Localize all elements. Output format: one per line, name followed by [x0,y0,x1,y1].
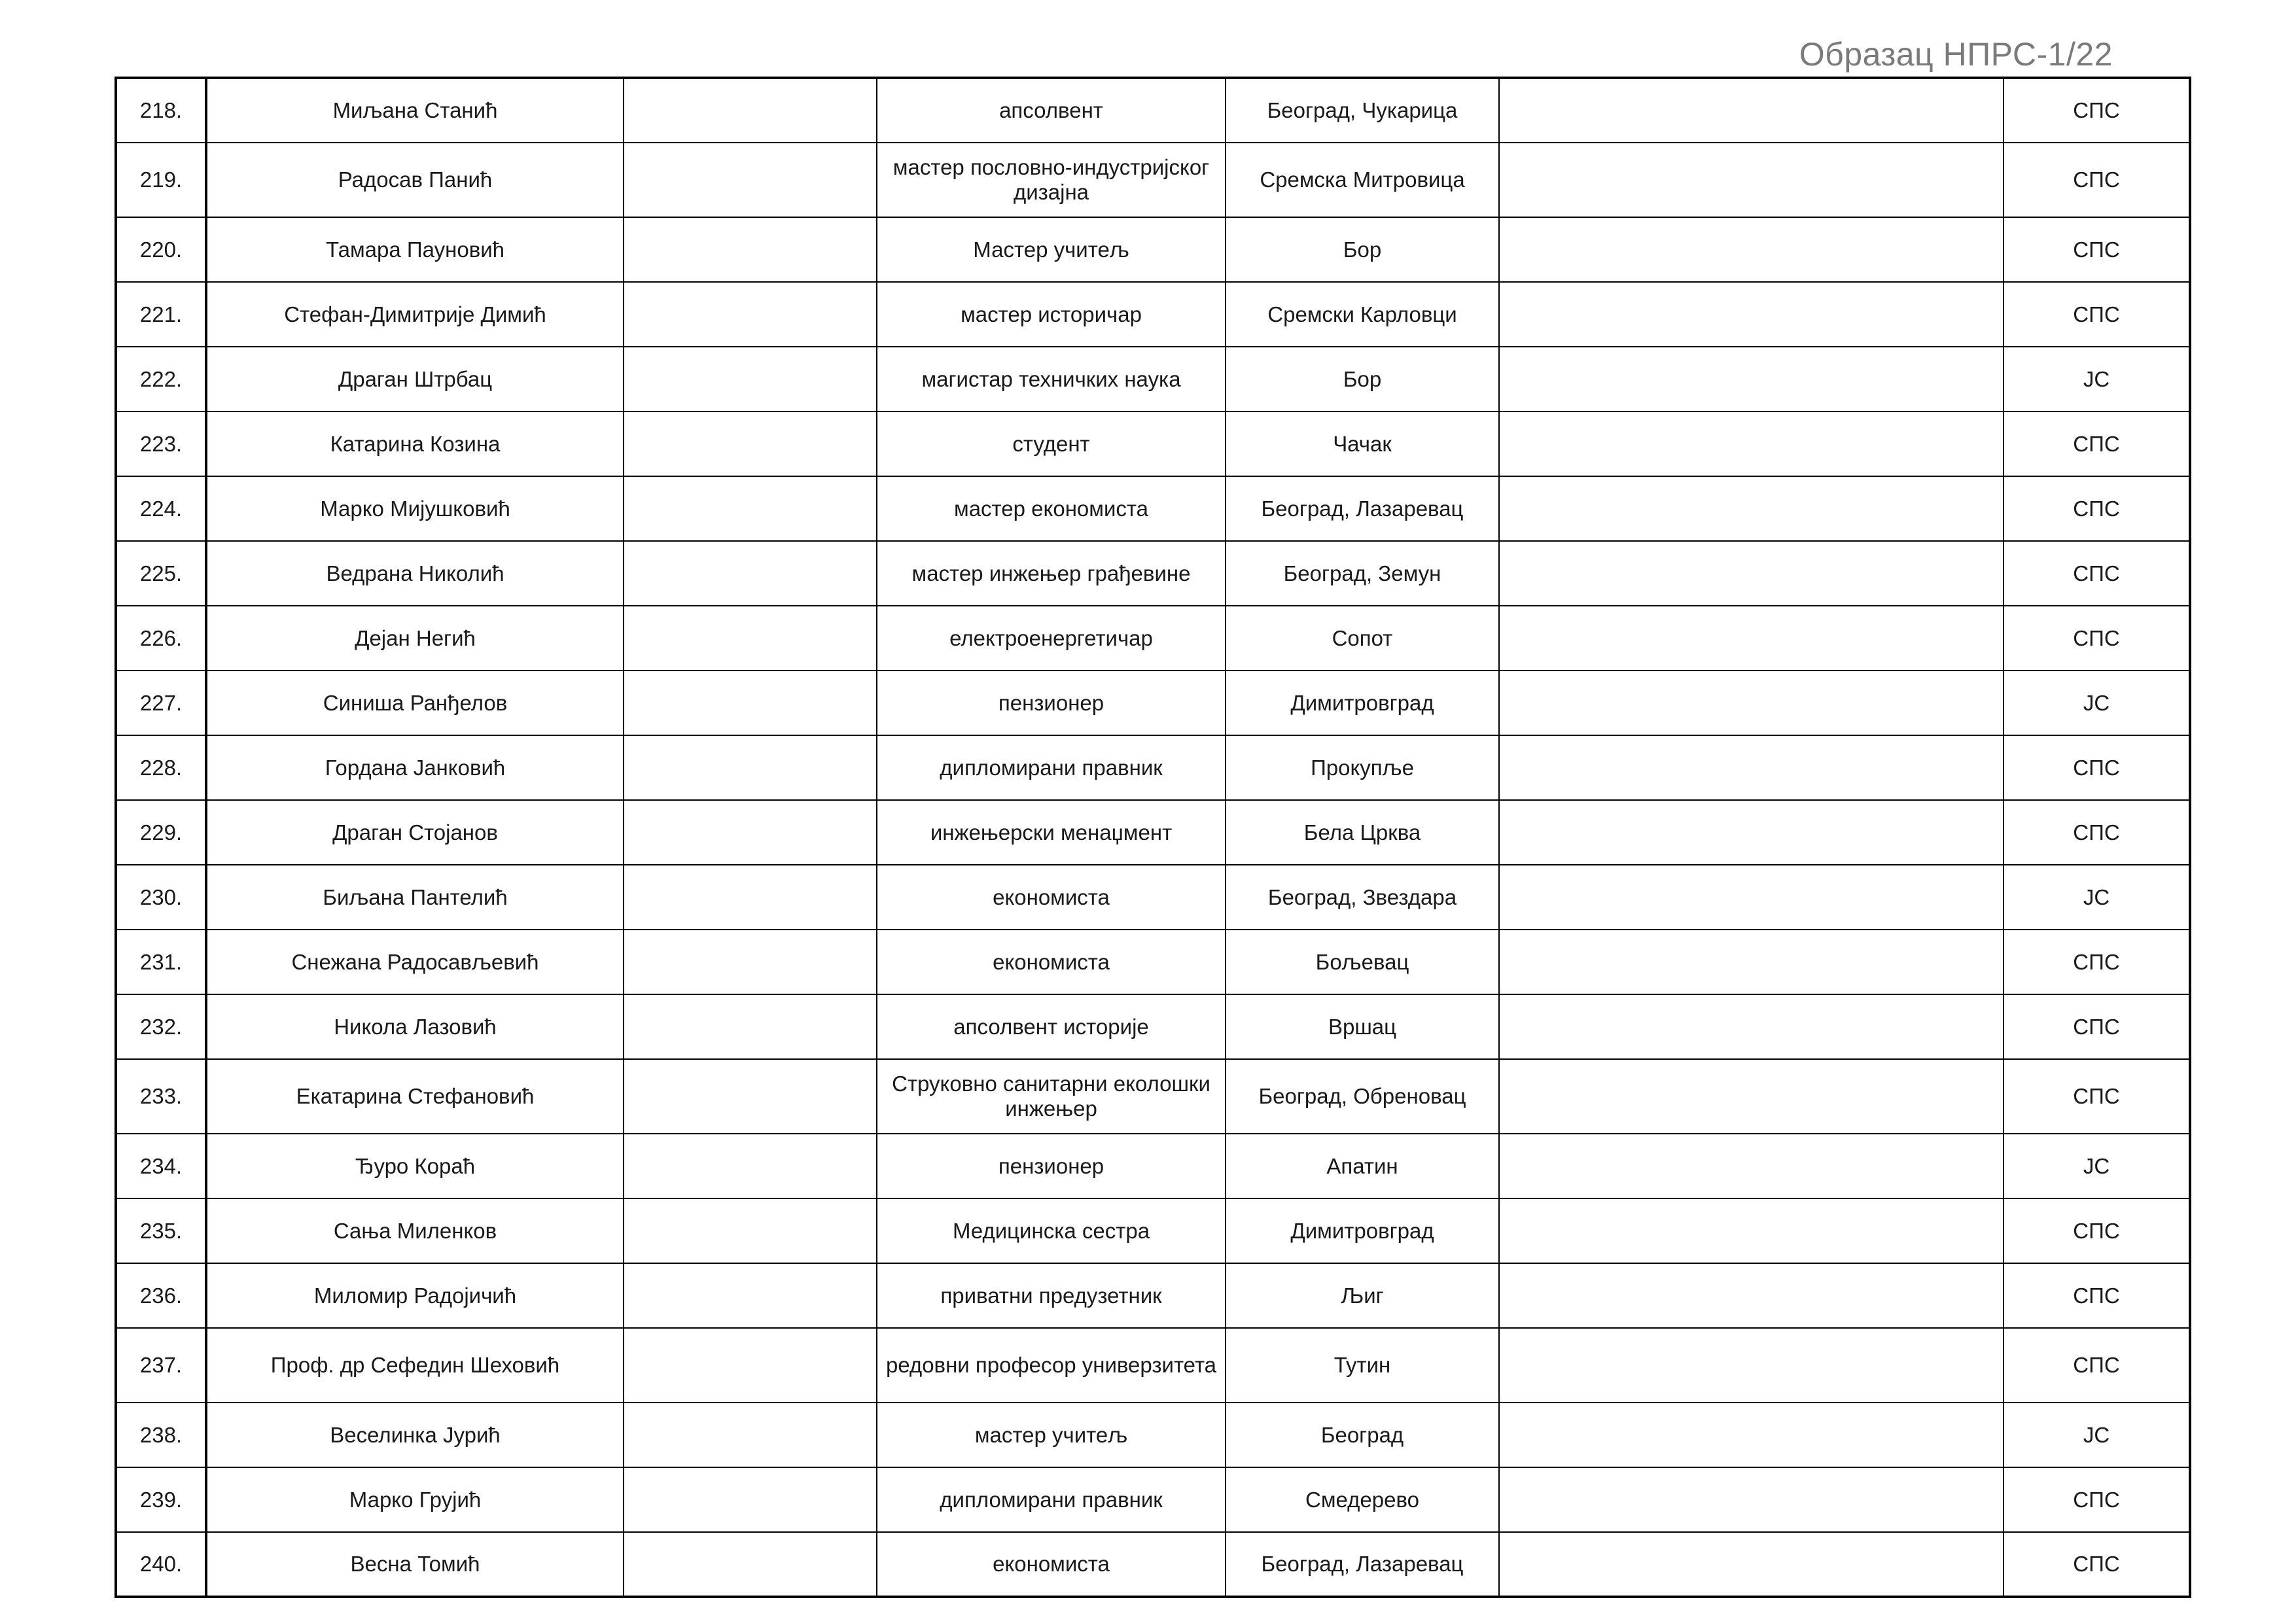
candidate-name: Тамара Пауновић [206,217,624,282]
row-number: 238. [116,1403,206,1467]
candidate-residence: Димитровград [1226,671,1499,735]
empty-cell [624,1134,877,1198]
table-row [116,541,2190,606]
candidate-party: ЈС [2004,671,2190,735]
candidate-residence: Београд, Земун [1226,541,1499,606]
candidate-name: Ђуро Кораћ [206,1134,624,1198]
candidate-table [115,77,2191,1598]
empty-cell [624,347,877,411]
candidate-name: Стефан-Димитрије Димић [206,282,624,347]
candidate-name: Марко Мијушковић [206,476,624,541]
candidate-name: Радосав Панић [206,143,624,217]
table-row [116,1263,2190,1328]
table-row [116,1134,2190,1198]
candidate-occupation: електроенергетичар [877,606,1226,671]
candidate-occupation: дипломирани правник [877,1467,1226,1532]
candidate-residence: Сремска Митровица [1226,143,1499,217]
candidate-party: СПС [2004,994,2190,1059]
candidate-occupation: магистар техничких наука [877,347,1226,411]
candidate-party: СПС [2004,541,2190,606]
empty-cell [624,800,877,865]
empty-cell [1499,1403,2004,1467]
row-number: 230. [116,865,206,930]
empty-cell [624,865,877,930]
empty-cell [1499,865,2004,930]
row-number: 232. [116,994,206,1059]
empty-cell [624,411,877,476]
candidate-residence: Београд, Лазаревац [1226,476,1499,541]
table-row [116,1328,2190,1403]
row-number: 231. [116,930,206,994]
candidate-party: СПС [2004,800,2190,865]
row-number: 228. [116,735,206,800]
candidate-residence: Прокупље [1226,735,1499,800]
empty-cell [624,671,877,735]
candidate-party: СПС [2004,930,2190,994]
candidate-residence: Бор [1226,347,1499,411]
row-number: 229. [116,800,206,865]
candidate-occupation: пензионер [877,671,1226,735]
empty-cell [1499,1328,2004,1403]
table-row [116,78,2190,143]
empty-cell [1499,78,2004,143]
empty-cell [624,1467,877,1532]
empty-cell [624,994,877,1059]
candidate-name: Сања Миленков [206,1198,624,1263]
candidate-name: Катарина Козина [206,411,624,476]
empty-cell [1499,217,2004,282]
empty-cell [624,606,877,671]
table-row [116,735,2190,800]
candidate-name: Дејан Негић [206,606,624,671]
row-number: 240. [116,1532,206,1597]
candidate-residence: Сремски Карловци [1226,282,1499,347]
candidate-name: Никола Лазовић [206,994,624,1059]
candidate-occupation: пензионер [877,1134,1226,1198]
candidate-residence: Бор [1226,217,1499,282]
empty-cell [1499,994,2004,1059]
empty-cell [624,735,877,800]
empty-cell [1499,800,2004,865]
empty-cell [1499,282,2004,347]
candidate-occupation: мастер економиста [877,476,1226,541]
candidate-party: ЈС [2004,347,2190,411]
candidate-name: Синиша Ранђелов [206,671,624,735]
candidate-residence: Вршац [1226,994,1499,1059]
row-number: 236. [116,1263,206,1328]
empty-cell [624,1532,877,1597]
row-number: 219. [116,143,206,217]
candidate-name: Гордана Јанковић [206,735,624,800]
candidate-occupation: мастер историчар [877,282,1226,347]
candidate-party: СПС [2004,476,2190,541]
empty-cell [1499,476,2004,541]
empty-cell [1499,1467,2004,1532]
row-number: 227. [116,671,206,735]
candidate-occupation: мастер учитељ [877,1403,1226,1467]
empty-cell [624,476,877,541]
empty-cell [1499,411,2004,476]
candidate-party: СПС [2004,606,2190,671]
empty-cell [1499,541,2004,606]
table-row [116,1532,2190,1597]
candidate-party: СПС [2004,1467,2190,1532]
candidate-party: СПС [2004,1263,2190,1328]
empty-cell [1499,1134,2004,1198]
table-row [116,217,2190,282]
candidate-residence: Београд, Чукарица [1226,78,1499,143]
candidate-party: СПС [2004,735,2190,800]
table-row [116,1059,2190,1134]
candidate-name: Миљана Станић [206,78,624,143]
candidate-name: Драган Стојанов [206,800,624,865]
empty-cell [624,1198,877,1263]
candidate-residence: Београд, Лазаревац [1226,1532,1499,1597]
table-row [116,476,2190,541]
candidate-occupation: економиста [877,865,1226,930]
candidate-name: Весна Томић [206,1532,624,1597]
empty-cell [1499,1532,2004,1597]
candidate-occupation: студент [877,411,1226,476]
empty-cell [1499,347,2004,411]
empty-cell [1499,930,2004,994]
candidate-name: Драган Штрбац [206,347,624,411]
empty-cell [1499,606,2004,671]
empty-cell [1499,1198,2004,1263]
candidate-party: ЈС [2004,1403,2190,1467]
candidate-occupation: апсолвент [877,78,1226,143]
candidate-occupation: апсолвент историје [877,994,1226,1059]
table-row [116,994,2190,1059]
candidate-occupation: економиста [877,930,1226,994]
candidate-party: СПС [2004,78,2190,143]
candidate-occupation: инжењерски менаџмент [877,800,1226,865]
candidate-party: СПС [2004,1198,2190,1263]
table-row [116,671,2190,735]
row-number: 221. [116,282,206,347]
empty-cell [624,282,877,347]
table-row [116,1467,2190,1532]
candidate-party: СПС [2004,217,2190,282]
candidate-party: ЈС [2004,1134,2190,1198]
candidate-residence: Бољевац [1226,930,1499,994]
candidate-party: СПС [2004,411,2190,476]
candidate-name: Биљана Пантелић [206,865,624,930]
empty-cell [624,930,877,994]
candidate-residence: Београд, Звездара [1226,865,1499,930]
candidate-name: Екатарина Стефановић [206,1059,624,1134]
candidate-residence: Београд [1226,1403,1499,1467]
row-number: 218. [116,78,206,143]
empty-cell [1499,1263,2004,1328]
candidate-residence: Тутин [1226,1328,1499,1403]
candidate-occupation: приватни предузетник [877,1263,1226,1328]
candidate-party: СПС [2004,282,2190,347]
table-row [116,800,2190,865]
empty-cell [624,1059,877,1134]
candidate-party: СПС [2004,1059,2190,1134]
empty-cell [624,1328,877,1403]
candidate-residence: Бела Црква [1226,800,1499,865]
empty-cell [624,1263,877,1328]
candidate-residence: Димитровград [1226,1198,1499,1263]
candidate-party: СПС [2004,1532,2190,1597]
candidate-occupation: дипломирани правник [877,735,1226,800]
candidate-occupation: мастер пословно-индустријског дизајна [877,143,1226,217]
row-number: 235. [116,1198,206,1263]
row-number: 226. [116,606,206,671]
candidate-party: СПС [2004,143,2190,217]
table-row [116,1403,2190,1467]
form-code: Образац НПРС-1/22 [1799,36,2113,73]
empty-cell [1499,1059,2004,1134]
empty-cell [1499,671,2004,735]
empty-cell [624,217,877,282]
table-row [116,347,2190,411]
candidate-name: Ведрана Николић [206,541,624,606]
candidate-residence: Апатин [1226,1134,1499,1198]
row-number: 233. [116,1059,206,1134]
table-row [116,930,2190,994]
table-row [116,865,2190,930]
candidate-residence: Београд, Обреновац [1226,1059,1499,1134]
row-number: 237. [116,1328,206,1403]
empty-cell [624,78,877,143]
row-number: 224. [116,476,206,541]
empty-cell [624,541,877,606]
candidate-residence: Сопот [1226,606,1499,671]
candidate-rows [116,78,2190,1597]
candidate-party: СПС [2004,1328,2190,1403]
candidate-name: Снежана Радосављевић [206,930,624,994]
row-number: 225. [116,541,206,606]
candidate-residence: Смедерево [1226,1467,1499,1532]
row-number: 223. [116,411,206,476]
row-number: 222. [116,347,206,411]
table-row [116,282,2190,347]
empty-cell [624,143,877,217]
table-row [116,411,2190,476]
row-number: 239. [116,1467,206,1532]
row-number: 220. [116,217,206,282]
candidate-occupation: мастер инжењер грађевине [877,541,1226,606]
candidate-name: Миломир Радојичић [206,1263,624,1328]
candidate-occupation: економиста [877,1532,1226,1597]
candidate-party: ЈС [2004,865,2190,930]
table-row [116,143,2190,217]
candidate-name: Проф. др Сефедин Шеховић [206,1328,624,1403]
empty-cell [624,1403,877,1467]
candidate-residence: Чачак [1226,411,1499,476]
candidate-occupation: Струковно санитарни еколошки инжењер [877,1059,1226,1134]
table-row [116,1198,2190,1263]
row-number: 234. [116,1134,206,1198]
candidate-name: Веселинка Јурић [206,1403,624,1467]
candidate-occupation: редовни професор универзитета [877,1328,1226,1403]
candidate-residence: Љиг [1226,1263,1499,1328]
table-row [116,606,2190,671]
candidate-name: Марко Грујић [206,1467,624,1532]
empty-cell [1499,735,2004,800]
candidate-occupation: Мастер учитељ [877,217,1226,282]
empty-cell [1499,143,2004,217]
candidate-occupation: Медицинска сестра [877,1198,1226,1263]
